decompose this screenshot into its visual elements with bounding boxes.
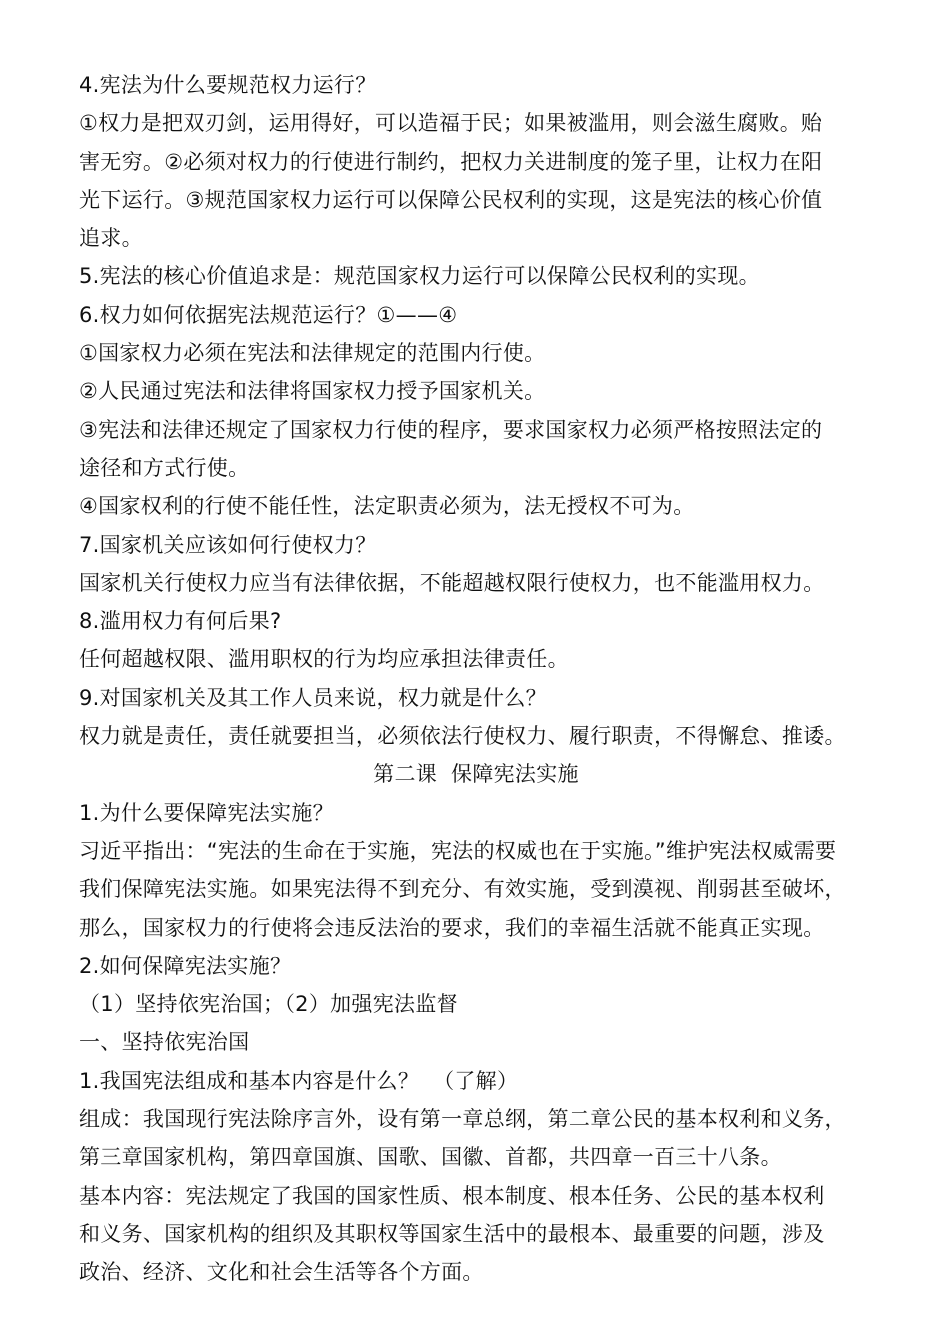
question-line: 7.国家机关应该如何行使权力？ <box>79 532 377 557</box>
answer-line: ①国家权力必须在宪法和法律规定的范围内行使。 <box>79 341 546 366</box>
answer-line: 途径和方式行使。 <box>79 455 250 480</box>
answer-line: 光下运行。③规范国家权力运行可以保障公民权利的实现，这是宪法的核心价值 <box>79 187 823 212</box>
question-line: 4.宪法为什么要规范权力运行？ <box>79 73 377 97</box>
answer-line: 组成：我国现行宪法除序言外，设有第一章总纲，第二章公民的基本权利和义务， <box>79 1107 846 1132</box>
answer-line: 基本内容：宪法规定了我国的国家性质、根本制度、根本任务、公民的基本权利 <box>79 1183 825 1208</box>
answer-line: 政治、经济、文化和社会生活等各个方面。 <box>79 1260 484 1285</box>
question-line: 1.为什么要保障宪法实施？ <box>79 800 334 825</box>
question-line: 9.对国家机关及其工作人员来说，权力就是什么？ <box>79 685 547 710</box>
lesson-heading: 第二课 保障宪法实施 <box>373 762 579 787</box>
question-line: 1.我国宪法组成和基本内容是什么？ （了解） <box>79 1068 519 1093</box>
answer-line: 追求。 <box>79 226 143 251</box>
answer-line: ④国家权利的行使不能任性，法定职责必须为，法无授权不可为。 <box>79 494 695 519</box>
answer-line: 习近平指出：“宪法的生命在于实施，宪法的权威也在于实施。”维护宪法权威需要 <box>79 838 837 863</box>
question-line: 5.宪法的核心价值追求是：规范国家权力运行可以保障公民权利的实现。 <box>79 264 760 289</box>
answer-line: 第三章国家机构，第四章国旗、国歌、国徽、首都，共四章一百三十八条。 <box>79 1145 782 1170</box>
answer-line: 我们保障宪法实施。如果宪法得不到充分、有效实施，受到漠视、削弱甚至破坏， <box>79 877 846 902</box>
question-line: 6.权力如何依据宪法规范运行？①——④ <box>79 302 458 327</box>
question-line: 8.滥用权力有何后果? <box>79 609 282 634</box>
answer-line: （1）坚持依宪治国；（2）加强宪法监督 <box>79 992 458 1017</box>
answer-line: ③宪法和法律还规定了国家权力行使的程序，要求国家权力必须严格按照法定的 <box>79 417 823 442</box>
answer-line: ②人民通过宪法和法律将国家权力授予国家机关。 <box>79 379 546 404</box>
document-page <box>79 66 873 1292</box>
answer-line: 权力就是责任，责任就要担当，必须依法行使权力、履行职责，不得懈怠、推诿。 <box>79 724 846 749</box>
answer-line: 任何超越权限、滥用职权的行为均应承担法律责任。 <box>79 647 569 672</box>
answer-line: 和义务、国家机构的组织及其职权等国家生活中的最根本、最重要的问题，涉及 <box>79 1221 825 1246</box>
answer-line: 那么，国家权力的行使将会违反法治的要求，我们的幸福生活就不能真正实现。 <box>79 915 825 940</box>
answer-line: 国家机关行使权力应当有法律依据，不能超越权限行使权力，也不能滥用权力。 <box>79 570 825 595</box>
answer-line: 害无穷。②必须对权力的行使进行制约，把权力关进制度的笼子里，让权力在阳 <box>79 149 823 174</box>
answer-line: ①权力是把双刃剑，运用得好，可以造福于民；如果被滥用，则会滋生腐败。贻 <box>79 111 823 136</box>
section-heading: 一、坚持依宪治国 <box>79 1030 250 1055</box>
question-line: 2.如何保障宪法实施？ <box>79 953 292 978</box>
